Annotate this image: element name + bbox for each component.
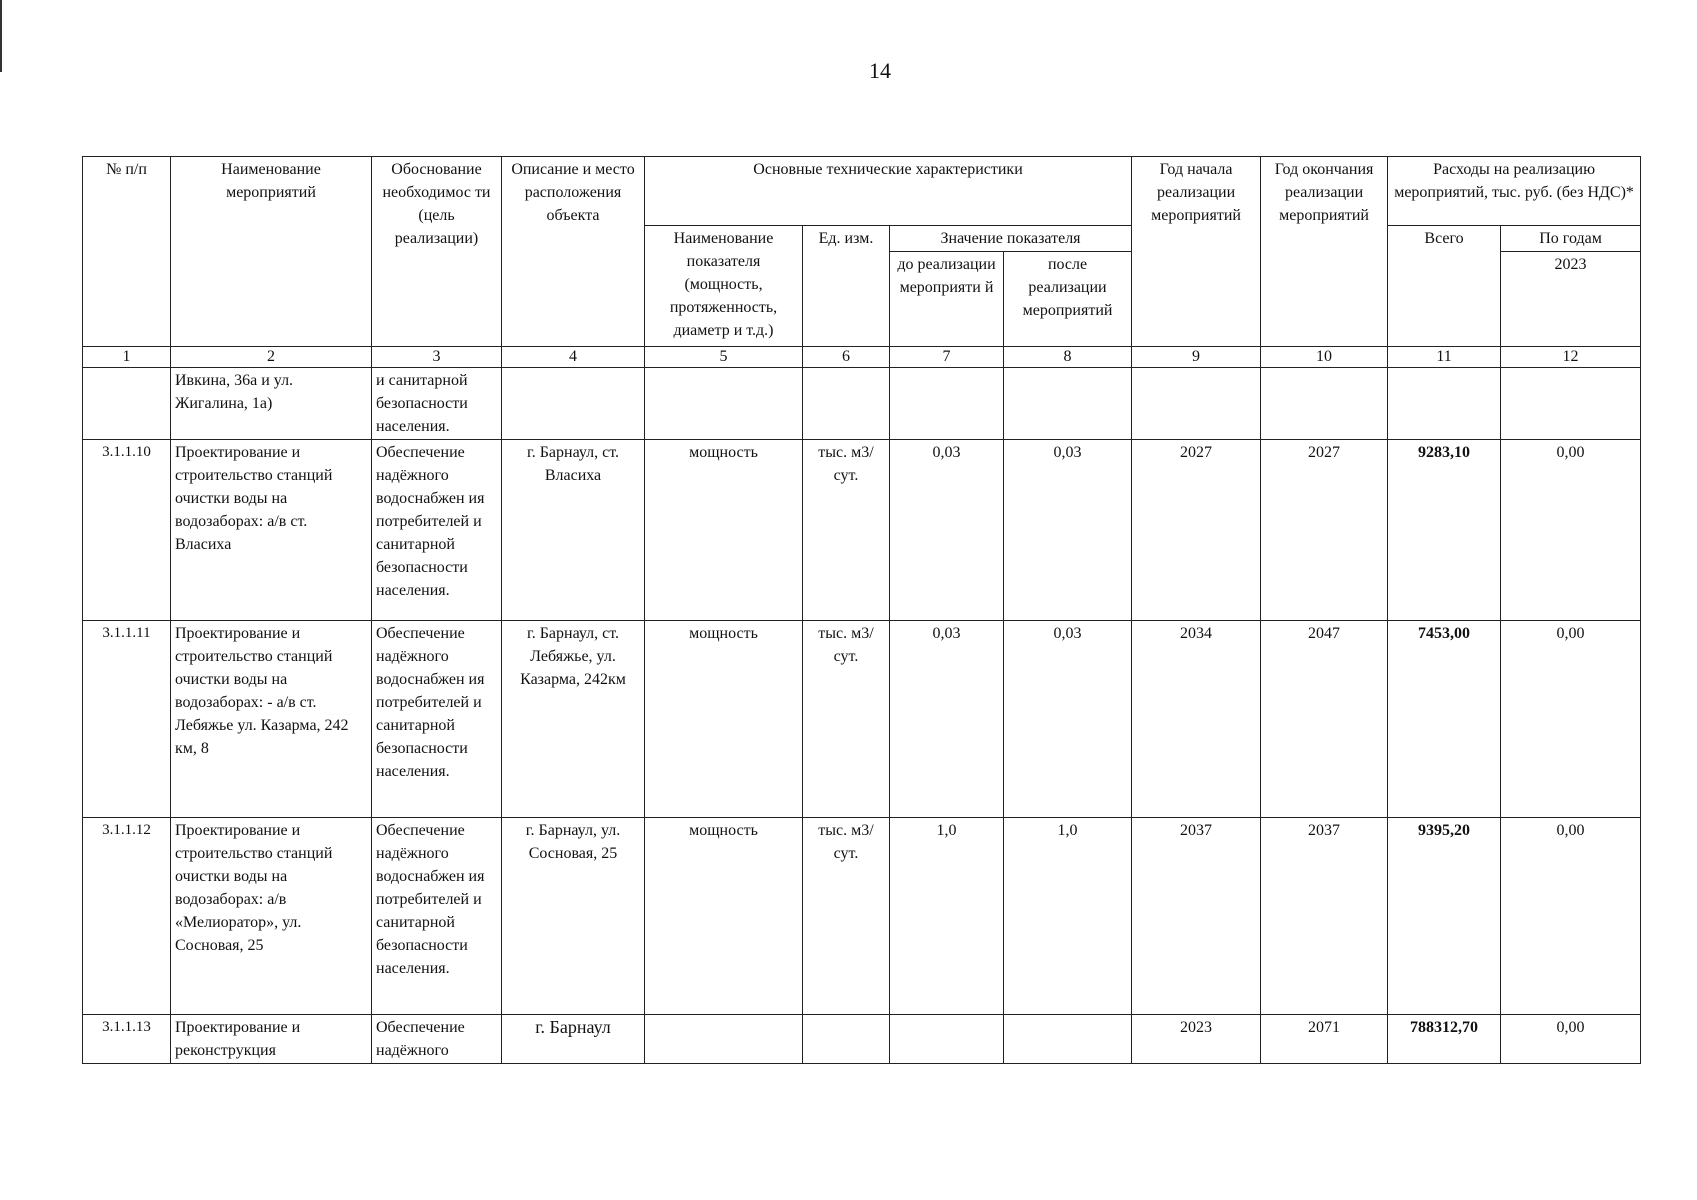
cell-num: 3.1.1.12 <box>83 818 171 1015</box>
cell-name: Проектирование и строительство станций очистки воды на водозаборах: а/в ст. Власиха <box>171 440 372 621</box>
cell-year-2023: 0,00 <box>1501 1015 1641 1064</box>
cell-location <box>502 368 645 440</box>
cell-before: 0,03 <box>890 440 1004 621</box>
cell-before <box>890 368 1004 440</box>
cell-after: 1,0 <box>1004 818 1132 1015</box>
cell-indicator <box>645 368 803 440</box>
cell-location: г. Барнаул <box>502 1015 645 1064</box>
cell-num: 3.1.1.10 <box>83 440 171 621</box>
table-row <box>83 818 1641 1015</box>
cell-location: г. Барнаул, ул. Сосновая, 25 <box>502 818 645 1015</box>
column-number: 7 <box>890 347 1004 368</box>
cell-end-year: 2027 <box>1261 440 1388 621</box>
cell-num: 3.1.1.11 <box>83 621 171 818</box>
cell-start-year <box>1132 368 1261 440</box>
column-number: 2 <box>171 347 372 368</box>
column-number: 6 <box>803 347 890 368</box>
cell-total: 9395,20 <box>1388 818 1501 1015</box>
cell-total: 7453,00 <box>1388 621 1501 818</box>
cell-start-year: 2023 <box>1132 1015 1261 1064</box>
cell-unit: тыс. м3/сут. <box>803 440 890 621</box>
cell-total: 788312,70 <box>1388 1015 1501 1064</box>
cell-location: г. Барнаул, ст. Лебяжье, ул. Казарма, 242км <box>502 621 645 818</box>
measures-table-wrapper <box>82 156 1641 1064</box>
table-row <box>83 1015 1641 1064</box>
cell-unit: тыс. м3/сут. <box>803 818 890 1015</box>
header-tech: Основные технические характеристики <box>645 157 1132 226</box>
cell-before <box>890 1015 1004 1064</box>
cell-start-year: 2034 <box>1132 621 1261 818</box>
cell-reason: и санитарной безопасности населения. <box>372 368 502 440</box>
table-row <box>83 621 1641 818</box>
header-name: Наименование мероприятий <box>171 157 372 347</box>
cell-unit: тыс. м3/сут. <box>803 621 890 818</box>
cell-indicator <box>645 1015 803 1064</box>
cell-num: 3.1.1.13 <box>83 1015 171 1064</box>
cell-total: 9283,10 <box>1388 440 1501 621</box>
cell-name: Проектирование и реконструкция <box>171 1015 372 1064</box>
cell-after: 0,03 <box>1004 440 1132 621</box>
column-number: 9 <box>1132 347 1261 368</box>
cell-location: г. Барнаул, ст. Власиха <box>502 440 645 621</box>
cell-after <box>1004 368 1132 440</box>
cell-before: 1,0 <box>890 818 1004 1015</box>
cell-reason: Обеспечение надёжного водоснабжен ия потребителей и санитарной безопасности населения. <box>372 621 502 818</box>
cell-start-year: 2037 <box>1132 818 1261 1015</box>
header-row-1 <box>83 157 1641 226</box>
cell-name: Ивкина, 36а и ул. Жигалина, 1а) <box>171 368 372 440</box>
header-costs: Расходы на реализацию мероприятий, тыс. руб. (без НДС)* <box>1388 157 1641 226</box>
header-unit: Ед. изм. <box>803 226 890 347</box>
header-num: № п/п <box>83 157 171 347</box>
cell-name: Проектирование и строительство станций очистки воды на водозаборах: - а/в ст. Лебяжье ул. Казарма, 242 км, 8 <box>171 621 372 818</box>
column-number: 1 <box>83 347 171 368</box>
header-before: до реализации мероприяти й <box>890 252 1004 347</box>
cell-indicator: мощность <box>645 440 803 621</box>
header-end-year: Год окончания реализации мероприятий <box>1261 157 1388 347</box>
cell-year-2023 <box>1501 368 1641 440</box>
column-number: 11 <box>1388 347 1501 368</box>
column-number: 12 <box>1501 347 1641 368</box>
cell-indicator: мощность <box>645 621 803 818</box>
column-numbers-row <box>83 347 1641 368</box>
cell-name: Проектирование и строительство станций очистки воды на водозаборах: а/в «Мелиоратор», ул. Сосновая, 25 <box>171 818 372 1015</box>
cell-before: 0,03 <box>890 621 1004 818</box>
column-number: 10 <box>1261 347 1388 368</box>
measures-table <box>82 156 1641 1064</box>
cell-end-year: 2037 <box>1261 818 1388 1015</box>
cell-reason: Обеспечение надёжного водоснабжен ия потребителей и санитарной безопасности населения. <box>372 440 502 621</box>
column-number: 3 <box>372 347 502 368</box>
cell-year-2023: 0,00 <box>1501 440 1641 621</box>
header-by-years: По годам <box>1501 226 1641 252</box>
table-row <box>83 440 1641 621</box>
column-number: 5 <box>645 347 803 368</box>
cell-reason: Обеспечение надёжного водоснабжен ия потребителей и санитарной безопасности населения. <box>372 818 502 1015</box>
cell-total <box>1388 368 1501 440</box>
header-total: Всего <box>1388 226 1501 347</box>
cell-year-2023: 0,00 <box>1501 621 1641 818</box>
cell-unit <box>803 368 890 440</box>
header-after: после реализации мероприятий <box>1004 252 1132 347</box>
cell-after <box>1004 1015 1132 1064</box>
header-reason: Обоснование необходимос ти (цель реализации) <box>372 157 502 347</box>
cell-num <box>83 368 171 440</box>
cell-year-2023: 0,00 <box>1501 818 1641 1015</box>
cell-reason: Обеспечение надёжного <box>372 1015 502 1064</box>
column-number: 8 <box>1004 347 1132 368</box>
header-start-year: Год начала реализации мероприятий <box>1132 157 1261 347</box>
cell-indicator: мощность <box>645 818 803 1015</box>
cell-after: 0,03 <box>1004 621 1132 818</box>
cell-unit <box>803 1015 890 1064</box>
header-indicator-value: Значение показателя <box>890 226 1132 252</box>
cell-end-year: 2071 <box>1261 1015 1388 1064</box>
cell-end-year <box>1261 368 1388 440</box>
table-row <box>83 368 1641 440</box>
column-number: 4 <box>502 347 645 368</box>
header-year-2023: 2023 <box>1501 252 1641 347</box>
cell-start-year: 2027 <box>1132 440 1261 621</box>
cell-end-year: 2047 <box>1261 621 1388 818</box>
page-number: 14 <box>869 58 891 83</box>
header-location: Описание и место расположения объекта <box>502 157 645 347</box>
header-indicator-name: Наименование показателя (мощность, протяженность, диаметр и т.д.) <box>645 226 803 347</box>
